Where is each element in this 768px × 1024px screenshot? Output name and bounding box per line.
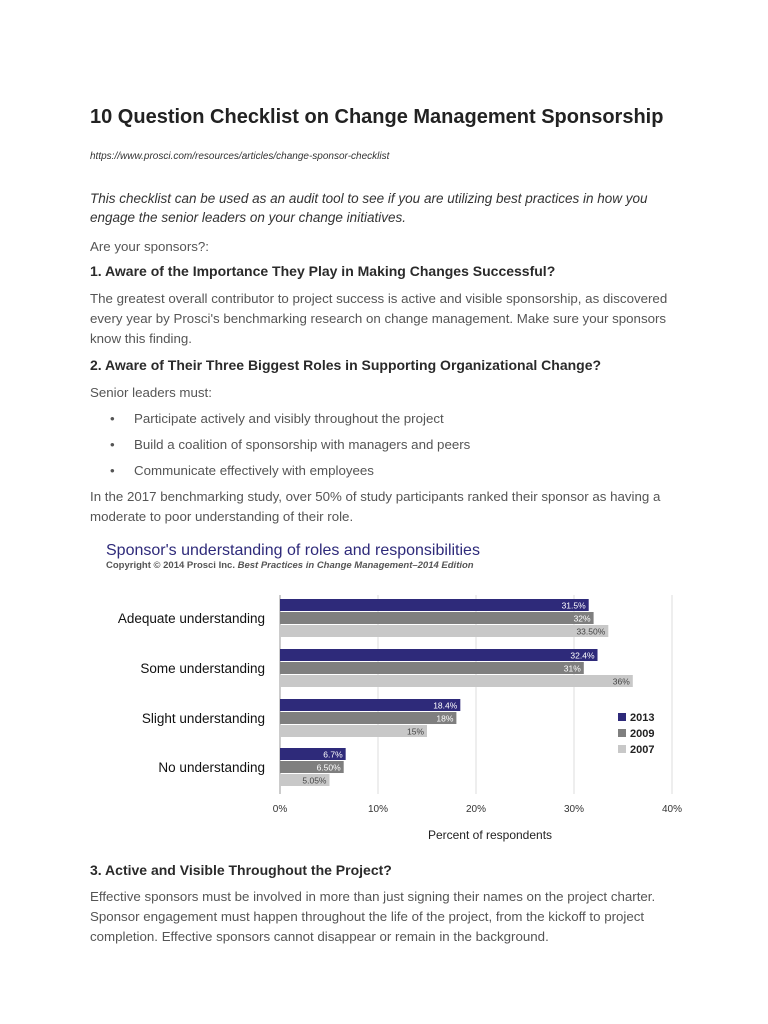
bar-value-label: 32.4%	[570, 650, 595, 661]
question-prompt: Are your sponsors?:	[90, 239, 209, 254]
bar-value-label: 15%	[406, 726, 424, 737]
legend-label: 2007	[630, 744, 655, 756]
section-2-heading: 2. Aware of Their Three Biggest Roles in Supporting Organizational Change?	[90, 357, 602, 373]
legend-swatch	[618, 729, 626, 737]
bar	[280, 599, 589, 611]
legend-label: 2009	[630, 728, 655, 740]
bullet-icon: •	[110, 437, 115, 452]
sponsor-understanding-chart	[98, 535, 698, 850]
category-label: No understanding	[158, 760, 265, 775]
chart-canvas	[98, 535, 698, 850]
bar-value-label: 18%	[436, 713, 454, 724]
section-3-heading: 3. Active and Visible Throughout the Project?	[90, 862, 392, 878]
category-label: Some understanding	[140, 661, 265, 676]
list-item: • Participate actively and visibly throughout the project	[90, 409, 470, 435]
bar	[280, 712, 456, 724]
bar-value-label: 33.50%	[576, 626, 606, 637]
source-url[interactable]: https://www.prosci.com/resources/articles/change-sponsor-checklist	[90, 151, 390, 162]
chart-subtitle: Copyright © 2014 Prosci Inc. Best Practices in Change Management–2014 Edition	[106, 560, 474, 571]
bullet-icon: •	[110, 463, 115, 478]
bar-value-label: 31.5%	[561, 600, 586, 611]
list-item: • Build a coalition of sponsorship with managers and peers	[90, 435, 470, 461]
bar	[280, 625, 608, 637]
bar-value-label: 32%	[573, 613, 591, 624]
section-1-heading: 1. Aware of the Importance They Play in Making Changes Successful?	[90, 263, 556, 279]
bar-value-label: 6.50%	[316, 762, 341, 773]
x-tick-label: 40%	[661, 804, 683, 815]
section-3-body: Effective sponsors must be involved in more than just signing their names on the project charter. Sponsor engagement must happen throughout the life of the project, from the kickoff to project completion. Effective sponsors cannot disappear or remain in the background.	[90, 889, 656, 944]
bar	[280, 675, 633, 687]
bar	[280, 649, 598, 661]
chart-title: Sponsor's understanding of roles and responsibilities	[106, 542, 480, 559]
x-tick-label: 30%	[563, 804, 585, 815]
bar-value-label: 5.05%	[302, 775, 327, 786]
bar-value-label: 6.7%	[323, 749, 343, 760]
x-tick-label: 0%	[272, 804, 288, 815]
bar-value-label: 31%	[563, 663, 581, 674]
x-tick-label: 10%	[367, 804, 389, 815]
bar	[280, 662, 584, 674]
legend-label: 2013	[630, 712, 655, 724]
x-axis-label: Percent of respondents	[427, 828, 553, 842]
page-title: 10 Question Checklist on Change Management Sponsorship	[90, 106, 664, 128]
bar-value-label: 18.4%	[433, 700, 458, 711]
category-label: Adequate understanding	[117, 611, 265, 626]
section-2-lead: Senior leaders must:	[90, 385, 212, 400]
bar-value-label: 36%	[612, 676, 630, 687]
legend-swatch	[618, 713, 626, 721]
bar	[280, 612, 594, 624]
list-item: • Communicate effectively with employees	[90, 461, 470, 487]
x-tick-label: 20%	[465, 804, 487, 815]
bar	[280, 725, 427, 737]
category-label: Slight understanding	[141, 711, 265, 726]
intro-paragraph: This checklist can be used as an audit tool to see if you are utilizing best practices in how you engage the senior leaders on your change initiatives.	[90, 191, 648, 225]
section-2-body: In the 2017 benchmarking study, over 50% of study participants ranked their sponsor as having a moderate to poor understanding of their role.	[90, 489, 661, 524]
section-1-body: The greatest overall contributor to project success is active and visible sponsorship, as discovered every year by Prosci's benchmarking research on change management. Make sure your sponsors know this finding.	[90, 291, 668, 346]
bullet-icon: •	[110, 411, 115, 426]
legend-swatch	[618, 745, 626, 753]
roles-list	[90, 409, 470, 487]
